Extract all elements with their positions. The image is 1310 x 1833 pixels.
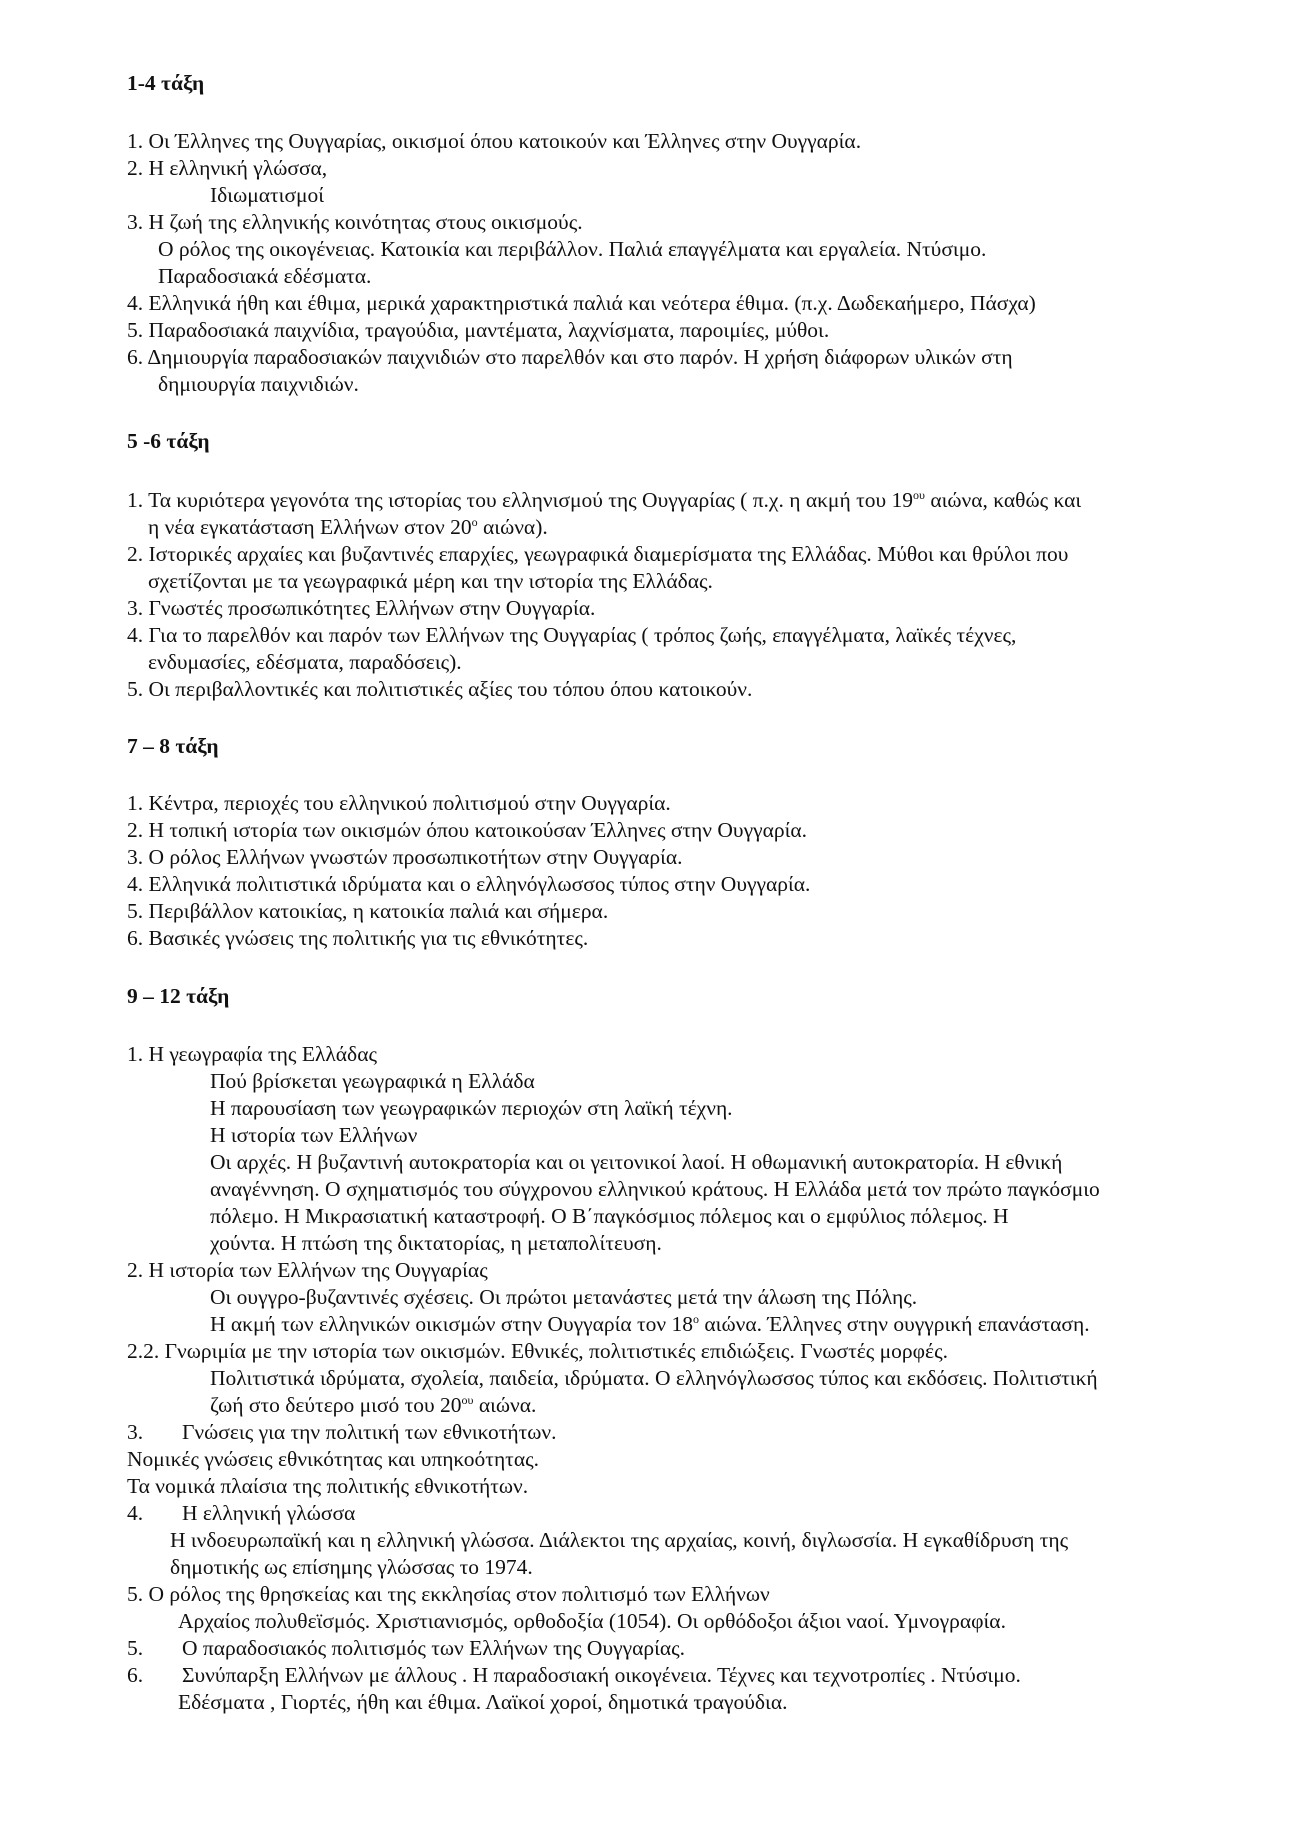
list-item-subline: Αρχαίος πολυθεϊσμός. Χριστιανισμός, ορθοδοξία (1054). Οι ορθόδοξοι άξιοι ναοί. Υμνογραφία. <box>178 1609 1006 1633</box>
list-item: 2. Η τοπική ιστορία των οικισμών όπου κατοικούσαν Έλληνες στην Ουγγαρία. <box>127 818 807 842</box>
list-item-subline: Οι αρχές. Η βυζαντινή αυτοκρατορία και οι γειτονικοί λαοί. Η οθωμανική αυτοκρατορία. Η εθνική <box>210 1150 1063 1174</box>
list-item: 3. Η ζωή της ελληνικής κοινότητας στους οικισμούς. <box>127 210 583 234</box>
list-item: Ο παραδοσιακός πολιτισμός των Ελλήνων της Ουγγαρίας. <box>182 1636 686 1660</box>
list-item-subline <box>148 514 548 541</box>
list-item: 2. Ιστορικές αρχαίες και βυζαντινές επαρχίες, γεωγραφικά διαμερίσματα της Ελλάδας. Μύθοι και θρύλοι που <box>127 542 1069 566</box>
list-item: 2. Η ελληνική γλώσσα, <box>127 156 328 180</box>
list-item: 4. Για το παρελθόν και παρόν των Ελλήνων της Ουγγαρίας ( τρόπος ζωής, επαγγέλματα, λαϊκές τέχνες, <box>127 623 1017 647</box>
list-item: 1. Κέντρα, περιοχές του ελληνικού πολιτισμού στην Ουγγαρία. <box>127 791 671 815</box>
list-item: 1. Η γεωγραφία της Ελλάδας <box>127 1042 377 1066</box>
list-item: Συνύπαρξη Ελλήνων με άλλους . Η παραδοσιακή οικογένεια. Τέχνες και τεχνοτροπίες . Ντύσιμο. <box>182 1663 1021 1687</box>
list-item: 6. Βασικές γνώσεις της πολιτικής για τις εθνικότητες. <box>127 926 589 950</box>
list-item: 5. Οι περιβαλλοντικές και πολιτιστικές αξίες του τόπου όπου κατοικούν. <box>127 677 753 701</box>
list-item-subline: Ιδιωματισμοί <box>210 183 325 207</box>
list-item: Γνώσεις για την πολιτική των εθνικοτήτων. <box>182 1420 557 1444</box>
list-item-subline <box>210 1311 1090 1338</box>
list-item: 3. Ο ρόλος Ελλήνων γνωστών προσωπικοτήτων στην Ουγγαρία. <box>127 845 683 869</box>
section-heading-9-12: 9 – 12 τάξη <box>127 984 230 1008</box>
list-item-subline: δημιουργία παιχνιδιών. <box>158 372 359 396</box>
list-item-subline: Οι ουγγρο-βυζαντινές σχέσεις. Οι πρώτοι μετανάστες μετά την άλωση της Πόλης. <box>210 1285 918 1309</box>
list-item-number: 3. <box>127 1420 144 1444</box>
superscript: ο <box>693 1311 700 1326</box>
list-item-text: αιώνα, καθώς και <box>924 488 1082 512</box>
list-item: 4. Ελληνικά πολιτιστικά ιδρύματα και ο ελληνόγλωσσος τύπος στην Ουγγαρία. <box>127 872 811 896</box>
list-item: 3. Γνωστές προσωπικότητες Ελλήνων στην Ουγγαρία. <box>127 596 596 620</box>
section-heading-1-4: 1-4 τάξη <box>127 71 205 95</box>
list-item-text: 1. Τα κυριότερα γεγονότα της ιστορίας του ελληνισμού της Ουγγαρίας ( π.χ. η ακμή του 19 <box>127 488 913 512</box>
list-item-subline: ενδυμασίες, εδέσματα, παραδόσεις). <box>148 650 462 674</box>
list-item: 5. Ο ρόλος της θρησκείας και της εκκλησίας στον πολιτισμό των Ελλήνων <box>127 1582 770 1606</box>
list-item: Η ελληνική γλώσσα <box>182 1501 356 1525</box>
list-item: 6. Δημιουργία παραδοσιακών παιχνιδιών στο παρελθόν και στο παρόν. Η χρήση διάφορων υλικών στη <box>127 345 1013 369</box>
list-item: 5. Παραδοσιακά παιχνίδια, τραγούδια, μαντέματα, λαχνίσματα, παροιμίες, μύθοι. <box>127 318 830 342</box>
superscript: ο <box>471 514 478 529</box>
list-item-subline: Πού βρίσκεται γεωγραφικά η Ελλάδα <box>210 1069 535 1093</box>
list-item-number: 5. <box>127 1636 144 1660</box>
list-item-subline: Η ινδοευρωπαϊκή και η ελληνική γλώσσα. Διάλεκτοι της αρχαίας, κοινή, διγλωσσία. Η εγκαθίδρυση της <box>170 1528 1069 1552</box>
list-item-text: η νέα εγκατάσταση Ελλήνων στον 20 <box>148 515 472 539</box>
list-item-subline: Παραδοσιακά εδέσματα. <box>158 264 372 288</box>
list-item: 1. Οι Έλληνες της Ουγγαρίας, οικισμοί όπου κατοικούν και Έλληνες στην Ουγγαρία. <box>127 129 862 153</box>
list-item-text: αιώνα. Έλληνες στην ουγγρική επανάσταση. <box>699 1312 1090 1336</box>
section-heading-5-6: 5 -6 τάξη <box>127 429 210 453</box>
list-item: 5. Περιβάλλον κατοικίας, η κατοικία παλιά και σήμερα. <box>127 899 609 923</box>
list-item-subline: Η παρουσίαση των γεωγραφικών περιοχών στη λαϊκή τέχνη. <box>210 1096 733 1120</box>
list-item-subline: πόλεμο. Η Μικρασιατική καταστροφή. Ο Β΄παγκόσμιος πόλεμος και ο εμφύλιος πόλεμος. Η <box>210 1204 1009 1228</box>
list-item-text: Η ακμή των ελληνικών οικισμών στην Ουγγαρία τον 18 <box>210 1312 694 1336</box>
list-item-subline <box>210 1392 536 1419</box>
list-item-number: 4. <box>127 1501 144 1525</box>
list-item-text: αιώνα). <box>477 515 548 539</box>
list-item-subline: χούντα. Η πτώση της δικτατορίας, η μεταπολίτευση. <box>210 1231 662 1255</box>
list-item-subline: σχετίζονται με τα γεωγραφικά μέρη και την ιστορία της Ελλάδας. <box>148 569 713 593</box>
superscript: ου <box>461 1392 474 1407</box>
superscript: ου <box>913 487 925 502</box>
list-item: Νομικές γνώσεις εθνικότητας και υπηκοότητας. <box>127 1447 539 1471</box>
list-item: 2.2. Γνωριμία με την ιστορία των οικισμών. Εθνικές, πολιτιστικές επιδιώξεις. Γνωστές μορφές. <box>127 1339 948 1363</box>
list-item <box>127 487 1081 514</box>
list-item-subline: δημοτικής ως επίσημης γλώσσας το 1974. <box>170 1555 533 1579</box>
list-item-subline: Ο ρόλος της οικογένειας. Κατοικία και περιβάλλον. Παλιά επαγγέλματα και εργαλεία. Ντύσιμο. <box>158 237 987 261</box>
list-item-subline: Η ιστορία των Ελλήνων <box>210 1123 418 1147</box>
list-item: 2. Η ιστορία των Ελλήνων της Ουγγαρίας <box>127 1258 488 1282</box>
list-item-subline: Πολιτιστικά ιδρύματα, σχολεία, παιδεία, ιδρύματα. Ο ελληνόγλωσσος τύπος και εκδόσεις. Πολιτιστική <box>210 1366 1098 1390</box>
list-item-text: ζωή στο δεύτερο μισό του 20 <box>210 1393 462 1417</box>
section-heading-7-8: 7 – 8 τάξη <box>127 734 219 758</box>
list-item-number: 6. <box>127 1663 144 1687</box>
list-item-subline: Εδέσματα , Γιορτές, ήθη και έθιμα. Λαϊκοί χοροί, δημοτικά τραγούδια. <box>178 1690 788 1714</box>
list-item-text: αιώνα. <box>473 1393 537 1417</box>
list-item-subline: αναγέννηση. Ο σχηματισμός του σύγχρονου ελληνικού κράτους. Η Ελλάδα μετά τον πρώτο παγκόσμιο <box>210 1177 1100 1201</box>
list-item: Τα νομικά πλαίσια της πολιτικής εθνικοτήτων. <box>127 1474 529 1498</box>
list-item: 4. Ελληνικά ήθη και έθιμα, μερικά χαρακτηριστικά παλιά και νεότερα έθιμα. (π.χ. Δωδεκαήμερο, Πάσχα) <box>127 291 1036 315</box>
